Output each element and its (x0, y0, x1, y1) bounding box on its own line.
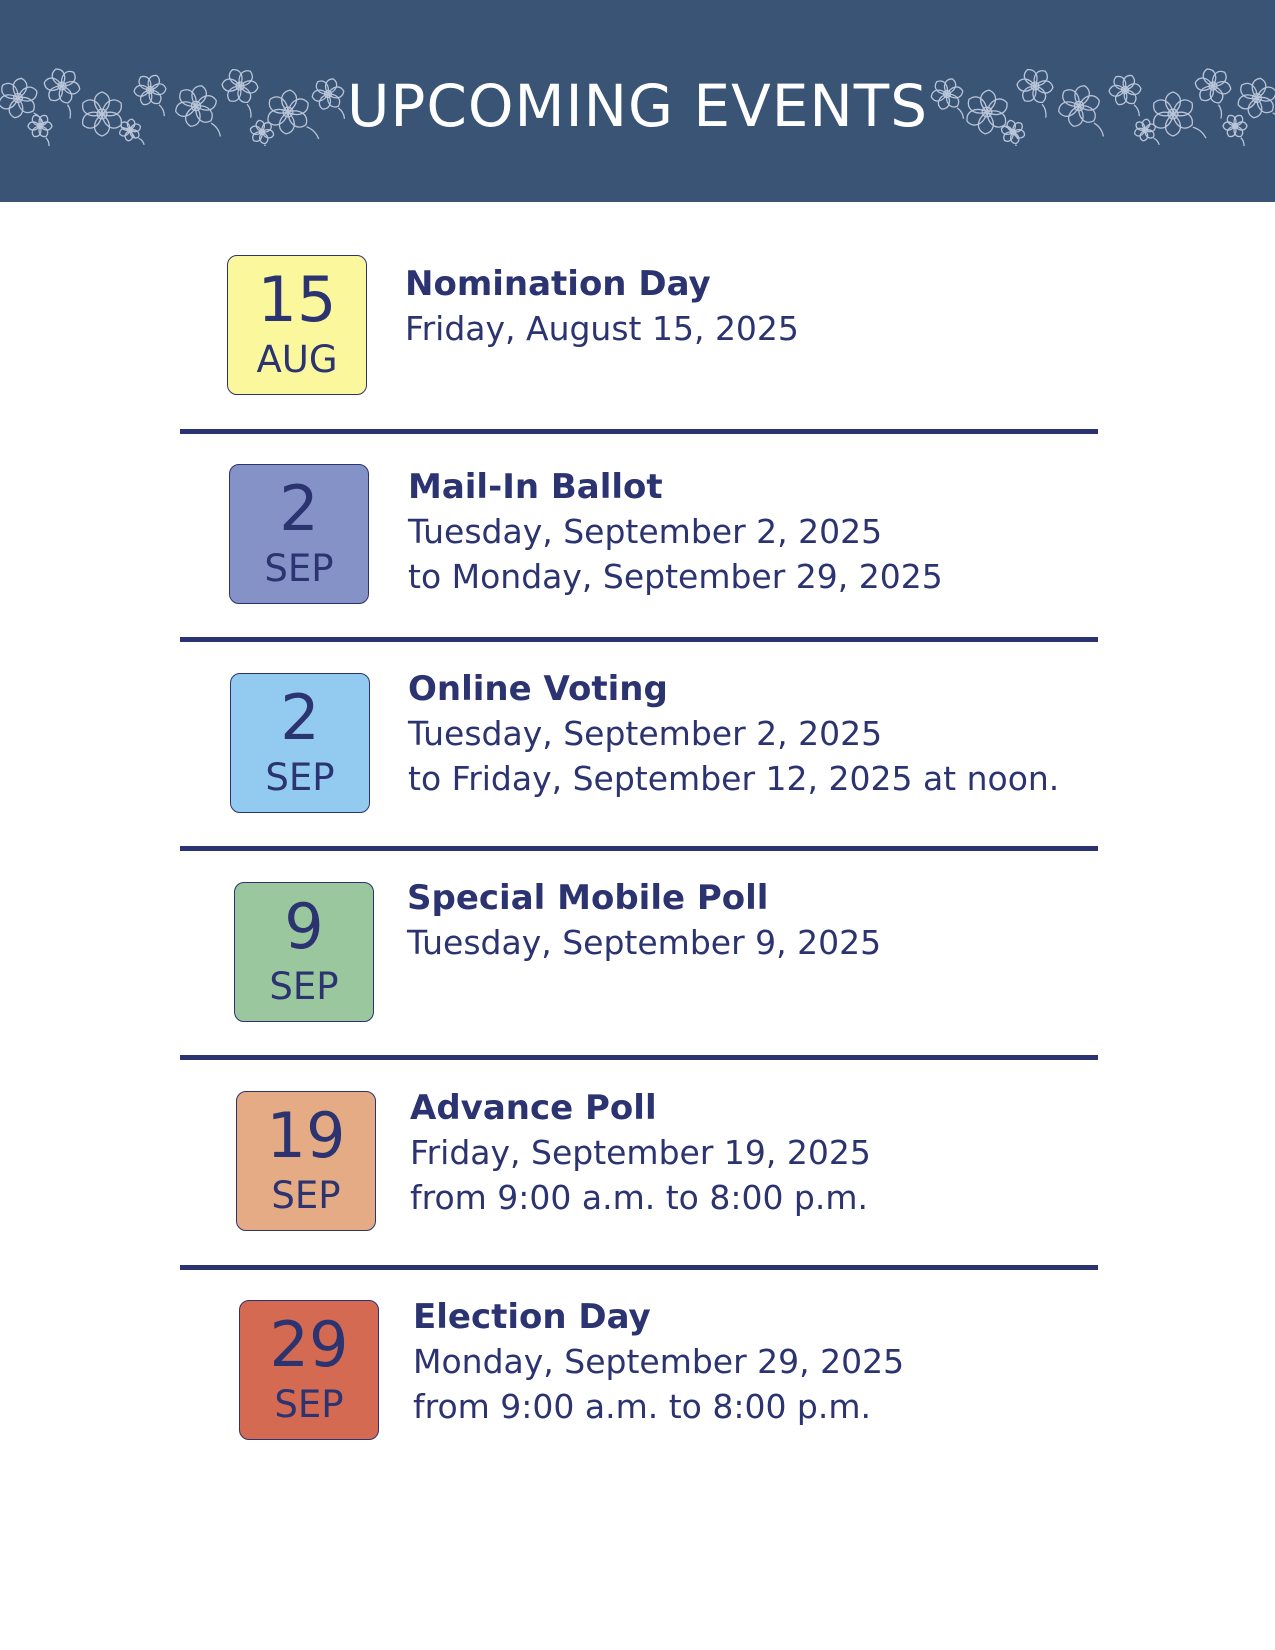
event-date-line: Tuesday, September 2, 2025 (408, 512, 883, 551)
flower-pattern-right-icon (930, 56, 1275, 146)
event-name: Advance Poll (410, 1088, 657, 1128)
event-info (408, 667, 1059, 801)
divider (180, 637, 1098, 642)
header-banner (0, 0, 1275, 202)
date-day: 19 (266, 1099, 346, 1172)
event-date-line: from 9:00 a.m. to 8:00 p.m. (413, 1387, 872, 1426)
date-badge (230, 673, 370, 813)
event-info (405, 262, 799, 351)
event-name: Election Day (413, 1297, 651, 1337)
date-month: SEP (264, 547, 334, 590)
date-month: SEP (271, 1174, 341, 1217)
date-badge (239, 1300, 379, 1440)
event-date-line: Tuesday, September 2, 2025 (408, 714, 883, 753)
event-info (407, 876, 881, 965)
event-name: Nomination Day (405, 264, 711, 304)
date-month: SEP (269, 965, 339, 1008)
date-month: SEP (274, 1383, 344, 1426)
event-date-line: to Friday, September 12, 2025 at noon. (408, 759, 1060, 798)
event-date-line: to Monday, September 29, 2025 (408, 557, 943, 596)
event-info (413, 1295, 904, 1429)
divider (180, 846, 1098, 851)
page-title: UPCOMING EVENTS (346, 72, 929, 140)
date-day: 2 (280, 681, 320, 754)
event-name: Mail-In Ballot (408, 467, 663, 507)
event-date-line: Friday, August 15, 2025 (405, 309, 799, 348)
divider (180, 1055, 1098, 1060)
event-info (408, 465, 943, 599)
date-month: SEP (265, 756, 335, 799)
date-badge (229, 464, 369, 604)
event-name: Special Mobile Poll (407, 878, 769, 918)
date-day: 29 (269, 1308, 349, 1381)
divider (180, 429, 1098, 434)
event-date-line: Tuesday, September 9, 2025 (407, 923, 882, 962)
event-name: Online Voting (408, 669, 668, 709)
event-info (410, 1086, 871, 1220)
date-badge (236, 1091, 376, 1231)
event-date-line: from 9:00 a.m. to 8:00 p.m. (410, 1178, 869, 1217)
date-badge (234, 882, 374, 1022)
date-day: 9 (284, 890, 324, 963)
event-date-line: Monday, September 29, 2025 (413, 1342, 905, 1381)
date-badge (227, 255, 367, 395)
divider (180, 1265, 1098, 1270)
event-date-line: Friday, September 19, 2025 (410, 1133, 871, 1172)
date-month: AUG (256, 338, 338, 381)
date-day: 15 (257, 263, 337, 336)
date-day: 2 (279, 472, 319, 545)
